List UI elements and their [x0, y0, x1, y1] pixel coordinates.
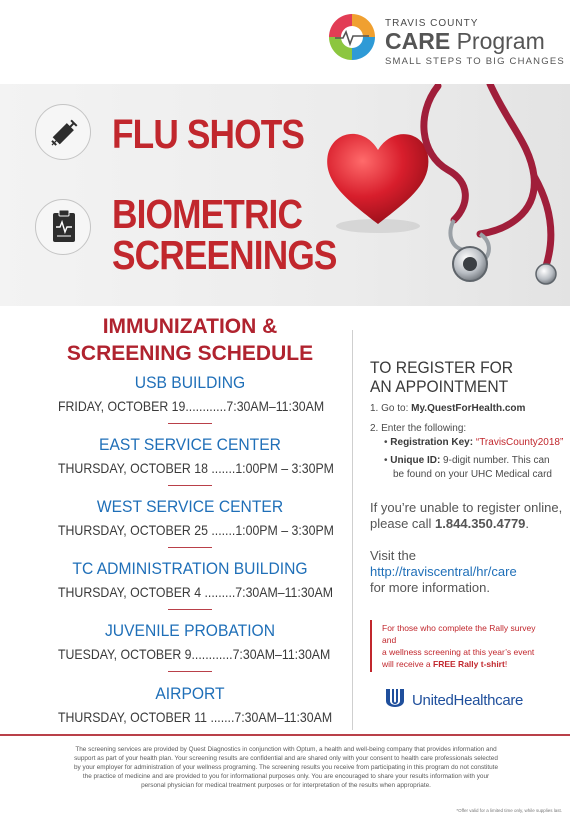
biometric-title: BIOMETRIC — [112, 191, 303, 237]
unique-id-text2: be found on your UHC Medical card — [393, 469, 552, 480]
rally-line3 — [382, 658, 538, 670]
rally-suffix: ! — [504, 659, 508, 669]
register-step-1 — [370, 402, 525, 416]
location-usb-building: USB BUILDING — [134, 373, 246, 392]
syringe-icon — [36, 105, 92, 161]
disclaimer-text: The screening services are provided by Quest Diagnostics in conjunction with Optum, a health and well-being company that provides information and support as part of your health plan. Your screening results are confidential and are shared only with your consent to health care professionals selected by your employer for administration of your wellness programing. The screening results you receive from participating in this program do not constitute the practice of medicine and are provided to you for informational purposes only. You are encouraged to share your results information with your personal physician for medical treatment purposes or for interpretation of the results when appropriate. — [74, 746, 498, 789]
header — [0, 0, 570, 84]
registration-key-value: “TravisCounty2018” — [475, 437, 564, 448]
divider — [168, 423, 212, 424]
time-tc-administration-building: THURSDAY, OCTOBER 4 .........7:30AM–11:30AM — [58, 584, 334, 600]
fine-print: *Offer valid for a limited time only, while supplies last. — [456, 808, 562, 813]
care-url-link[interactable]: http://traviscentral/hr/care — [370, 564, 517, 579]
divider — [168, 671, 212, 672]
rally-offer — [370, 620, 538, 672]
heart-stethoscope-image — [320, 84, 570, 306]
location-west-service-center: WEST SERVICE CENTER — [96, 497, 284, 516]
schedule-heading-line1: IMMUNIZATION & — [102, 315, 278, 338]
phone-suffix: . — [525, 516, 530, 531]
column-divider — [352, 330, 353, 730]
rally-bold: FREE Rally t-shirt — [433, 659, 505, 669]
registration-key: • Registration Key: “TravisCounty2018” — [384, 437, 564, 448]
unitedhealthcare-logo-icon — [383, 687, 407, 713]
more-info-line: for more information. — [370, 580, 490, 595]
clipboard-icon — [36, 200, 92, 256]
time-juvenile-probation: TUESDAY, OCTOBER 9............7:30AM–11:30AM — [58, 646, 331, 662]
divider — [168, 609, 212, 610]
location-east-service-center: EAST SERVICE CENTER — [99, 435, 281, 454]
visit-info — [370, 548, 517, 596]
logo-tagline: SMALL STEPS TO BIG CHANGES — [385, 56, 565, 67]
register-title — [370, 358, 513, 396]
phone-line1: If you’re unable to register online, — [370, 500, 563, 515]
time-usb-building: FRIDAY, OCTOBER 19............7:30AM–11:30AM — [58, 398, 325, 414]
phone-info — [370, 500, 562, 532]
time-airport: THURSDAY, OCTOBER 11 .......7:30AM–11:30AM — [58, 709, 333, 725]
logo-text — [385, 18, 565, 67]
logo-care: CARE — [385, 28, 451, 54]
logo-program-word: Program — [456, 28, 545, 54]
location-tc-administration-building: TC ADMINISTRATION BUILDING — [72, 559, 308, 578]
rally-line1: For those who complete the Rally survey and — [382, 623, 536, 645]
divider — [168, 547, 212, 548]
unique-id-text: 9-digit number. This can — [440, 455, 550, 466]
care-program-logo-icon — [325, 10, 379, 64]
time-west-service-center: THURSDAY, OCTOBER 25 .......1:00PM – 3:30PM — [58, 522, 334, 538]
schedule-heading-line2: SCREENING SCHEDULE — [66, 342, 314, 365]
syringe-icon-circle — [35, 104, 91, 160]
unique-id-label: Unique ID: — [390, 455, 441, 466]
step1-prefix: 1. Go to: — [370, 403, 412, 414]
quest-site-link[interactable]: My.QuestForHealth.com — [411, 403, 526, 414]
hero-banner — [0, 84, 570, 306]
clipboard-icon-circle — [35, 199, 91, 255]
visit-line: Visit the — [370, 548, 417, 563]
divider — [168, 485, 212, 486]
location-juvenile-probation: JUVENILE PROBATION — [104, 621, 276, 640]
time-east-service-center: THURSDAY, OCTOBER 18 .......1:00PM – 3:30PM — [58, 460, 334, 476]
phone-line2 — [370, 516, 562, 532]
register-title-line1: TO REGISTER FOR — [370, 358, 514, 377]
unitedhealthcare-wordmark: UnitedHealthcare — [412, 692, 524, 709]
screenings-title: SCREENINGS — [112, 232, 337, 278]
phone-number[interactable]: 1.844.350.4779 — [435, 516, 526, 531]
phone-prefix: please call — [370, 516, 436, 531]
location-airport: AIRPORT — [155, 684, 225, 703]
flu-shots-title: FLU SHOTS — [112, 111, 305, 157]
unique-id: • Unique ID: 9-digit number. This can be found on your UHC Medical card — [384, 455, 552, 480]
register-step-2: 2. Enter the following: — [370, 423, 467, 434]
rally-line2: a wellness screening at this year’s event — [382, 647, 535, 657]
registration-key-label: Registration Key: — [390, 437, 476, 448]
rally-prefix: will receive a — [382, 659, 434, 669]
footer-divider — [0, 734, 570, 736]
logo-county: TRAVIS COUNTY — [385, 18, 479, 29]
logo-program — [385, 29, 565, 53]
register-title-line2: AN APPOINTMENT — [370, 377, 509, 396]
